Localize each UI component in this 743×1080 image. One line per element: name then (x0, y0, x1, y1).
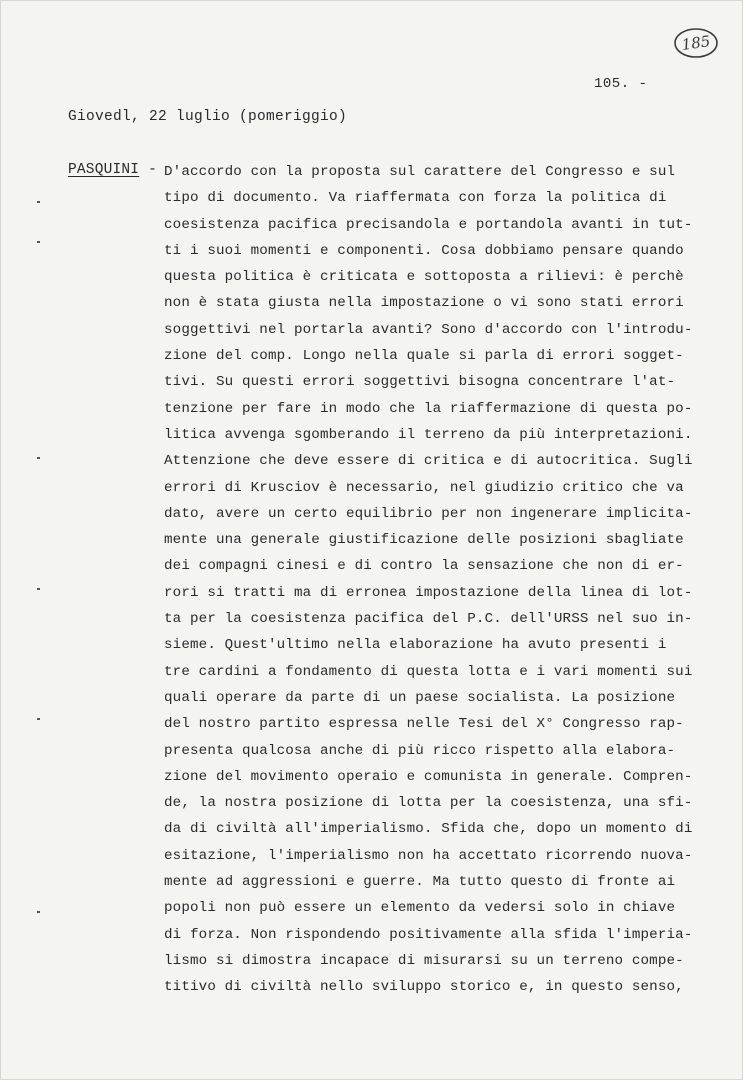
text-line: zione del movimento operaio e comunista in generale. Compren- (164, 768, 693, 785)
text-line: litica avvenga sgomberando il terreno da più interpretazioni. (164, 426, 693, 443)
text-line: tipo di documento. Va riaffermata con forza la politica di (164, 190, 667, 207)
text-line: dei compagni cinesi e di contro la sensazione che non di er- (164, 558, 684, 575)
text-line: Attenzione che deve essere di critica e di autocritica. Sugli (164, 453, 693, 470)
margin-mark (37, 588, 40, 590)
text-line: lismo si dimostra incapace di misurarsi su un terreno compe- (164, 952, 684, 969)
stamp-circle-icon (673, 27, 719, 59)
text-line: di forza. Non rispondendo positivamente alla sfida l'imperia- (164, 926, 693, 943)
speech-body (164, 159, 704, 1001)
text-line: tenzione per fare in modo che la riaffermazione di questa po- (164, 400, 693, 417)
margin-mark (37, 718, 40, 720)
text-line: ta per la coesistenza pacifica del P.C. dell'URSS nel suo in- (164, 611, 693, 628)
text-line: ti i suoi momenti e componenti. Cosa dobbiamo pensare quando (164, 242, 684, 259)
text-line: da di civiltà all'imperialismo. Sfida che, dopo un momento di (164, 821, 693, 838)
margin-mark (37, 457, 40, 459)
stamp-number: 185 (680, 32, 712, 54)
text-line: D'accordo con la proposta sul carattere del Congresso e sul (164, 164, 676, 180)
text-line: errori di Krusciov è necessario, nel giudizio critico che va (164, 479, 684, 496)
date-heading: Giovedl, 22 luglio (pomeriggio) (68, 109, 348, 125)
text-line: sieme. Quest'ultimo nella elaborazione ha avuto presenti i (164, 637, 667, 654)
speaker-name: PASQUINI (68, 162, 140, 178)
text-line: del nostro partito espressa nelle Tesi del X° Congresso rap- (164, 716, 684, 733)
text-line: popoli non può essere un elemento da vedersi solo in chiave (164, 900, 676, 917)
text-line: rori si tratti ma di erronea impostazione della linea di lot- (164, 584, 693, 601)
text-line: non è stata giusta nella impostazione o vi sono stati errori (164, 295, 684, 312)
speaker-label (68, 162, 157, 178)
text-line: mente una generale giustificazione delle posizioni sbagliate (164, 532, 684, 549)
text-line: questa politica è criticata e sottoposta a rilievi: è perchè (164, 269, 684, 286)
page-number: 105. - (594, 76, 648, 92)
text-line: esitazione, l'imperialismo non ha accettato ricorrendo nuova- (164, 847, 693, 864)
text-line: mente ad aggressioni e guerre. Ma tutto questo di fronte ai (164, 874, 676, 891)
text-line: de, la nostra posizione di lotta per la coesistenza, una sfi- (164, 795, 693, 812)
margin-mark (37, 201, 40, 203)
text-line: titivo di civiltà nello sviluppo storico e, in questo senso, (164, 979, 684, 996)
margin-mark (37, 241, 40, 243)
text-line: soggettivi nel portarla avanti? Sono d'accordo con l'introdu- (164, 321, 693, 338)
margin-mark (37, 911, 40, 913)
text-line: presenta qualcosa anche di più ricco rispetto alla elabora- (164, 742, 676, 759)
archive-stamp (673, 27, 719, 59)
text-line: dato, avere un certo equilibrio per non ingenerare implicita- (164, 505, 693, 522)
text-line: coesistenza pacifica precisandola e portandola avanti in tut- (164, 216, 693, 233)
speaker-separator: - (139, 162, 158, 178)
text-line: zione del comp. Longo nella quale si parla di errori sogget- (164, 348, 684, 365)
text-line: tivi. Su questi errori soggettivi bisogna concentrare l'at- (164, 374, 676, 391)
text-line: quali operare da parte di un paese socialista. La posizione (164, 689, 676, 706)
text-line: tre cardini a fondamento di questa lotta e i vari momenti sui (164, 663, 693, 680)
